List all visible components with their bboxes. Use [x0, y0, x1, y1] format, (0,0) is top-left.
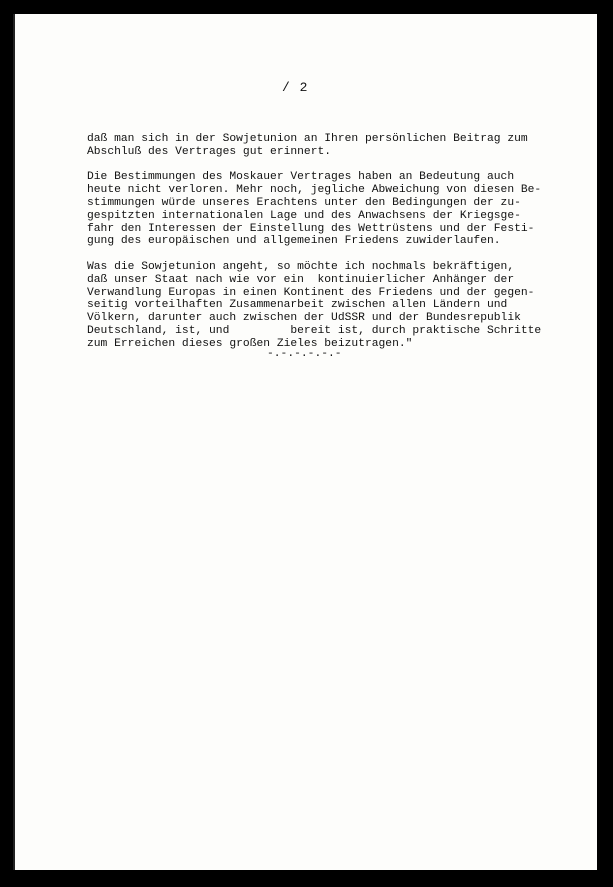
- text-line: Die Bestimmungen des Moskauer Vertrages haben an Bedeutung auch: [87, 171, 515, 184]
- text-line: fahr den Interessen der Einstellung des Wettrüstens und der Festi-: [87, 222, 535, 235]
- text-line: gespitzten internationalen Lage und des Anwachsens der Kriegsge-: [87, 209, 521, 222]
- text-line: seitig vorteilhaften Zusammenarbeit zwischen allen Ländern und: [87, 299, 508, 312]
- page-number: / 2: [282, 80, 309, 95]
- text-line: heute nicht verloren. Mehr noch, jegliche Abweichung von diesen Be-: [87, 184, 542, 197]
- paragraph-3: [87, 261, 557, 351]
- closing-mark: -.-.-.-.-.-: [267, 348, 342, 360]
- text-line: Deutschland, ist, und bereit ist, durch praktische Schritte: [87, 324, 542, 337]
- paragraph-1: [87, 133, 557, 159]
- text-line: zum Erreichen dieses großen Zieles beizutragen.": [87, 337, 413, 350]
- document-page: [13, 14, 597, 870]
- paragraph-2: [87, 171, 557, 248]
- letter-body: [87, 133, 557, 363]
- text-line: Verwandlung Europas in einen Kontinent des Friedens und der gegen-: [87, 286, 535, 299]
- text-line: Völkern, darunter auch zwischen der UdSSR und der Bundesrepublik: [87, 312, 521, 325]
- text-line: daß unser Staat nach wie vor ein kontinuierlicher Anhänger der: [87, 273, 515, 286]
- text-line: daß man sich in der Sowjetunion an Ihren persönlichen Beitrag zum: [87, 133, 528, 145]
- text-line: stimmungen würde unseres Erachtens unter den Bedingungen der zu-: [87, 196, 521, 209]
- text-line: gung des europäischen und allgemeinen Friedens zuwiderlaufen.: [87, 235, 501, 248]
- text-line: Abschluß des Vertrages gut erinnert.: [87, 145, 332, 158]
- text-line: Was die Sowjetunion angeht, so möchte ich nochmals bekräftigen,: [87, 260, 515, 273]
